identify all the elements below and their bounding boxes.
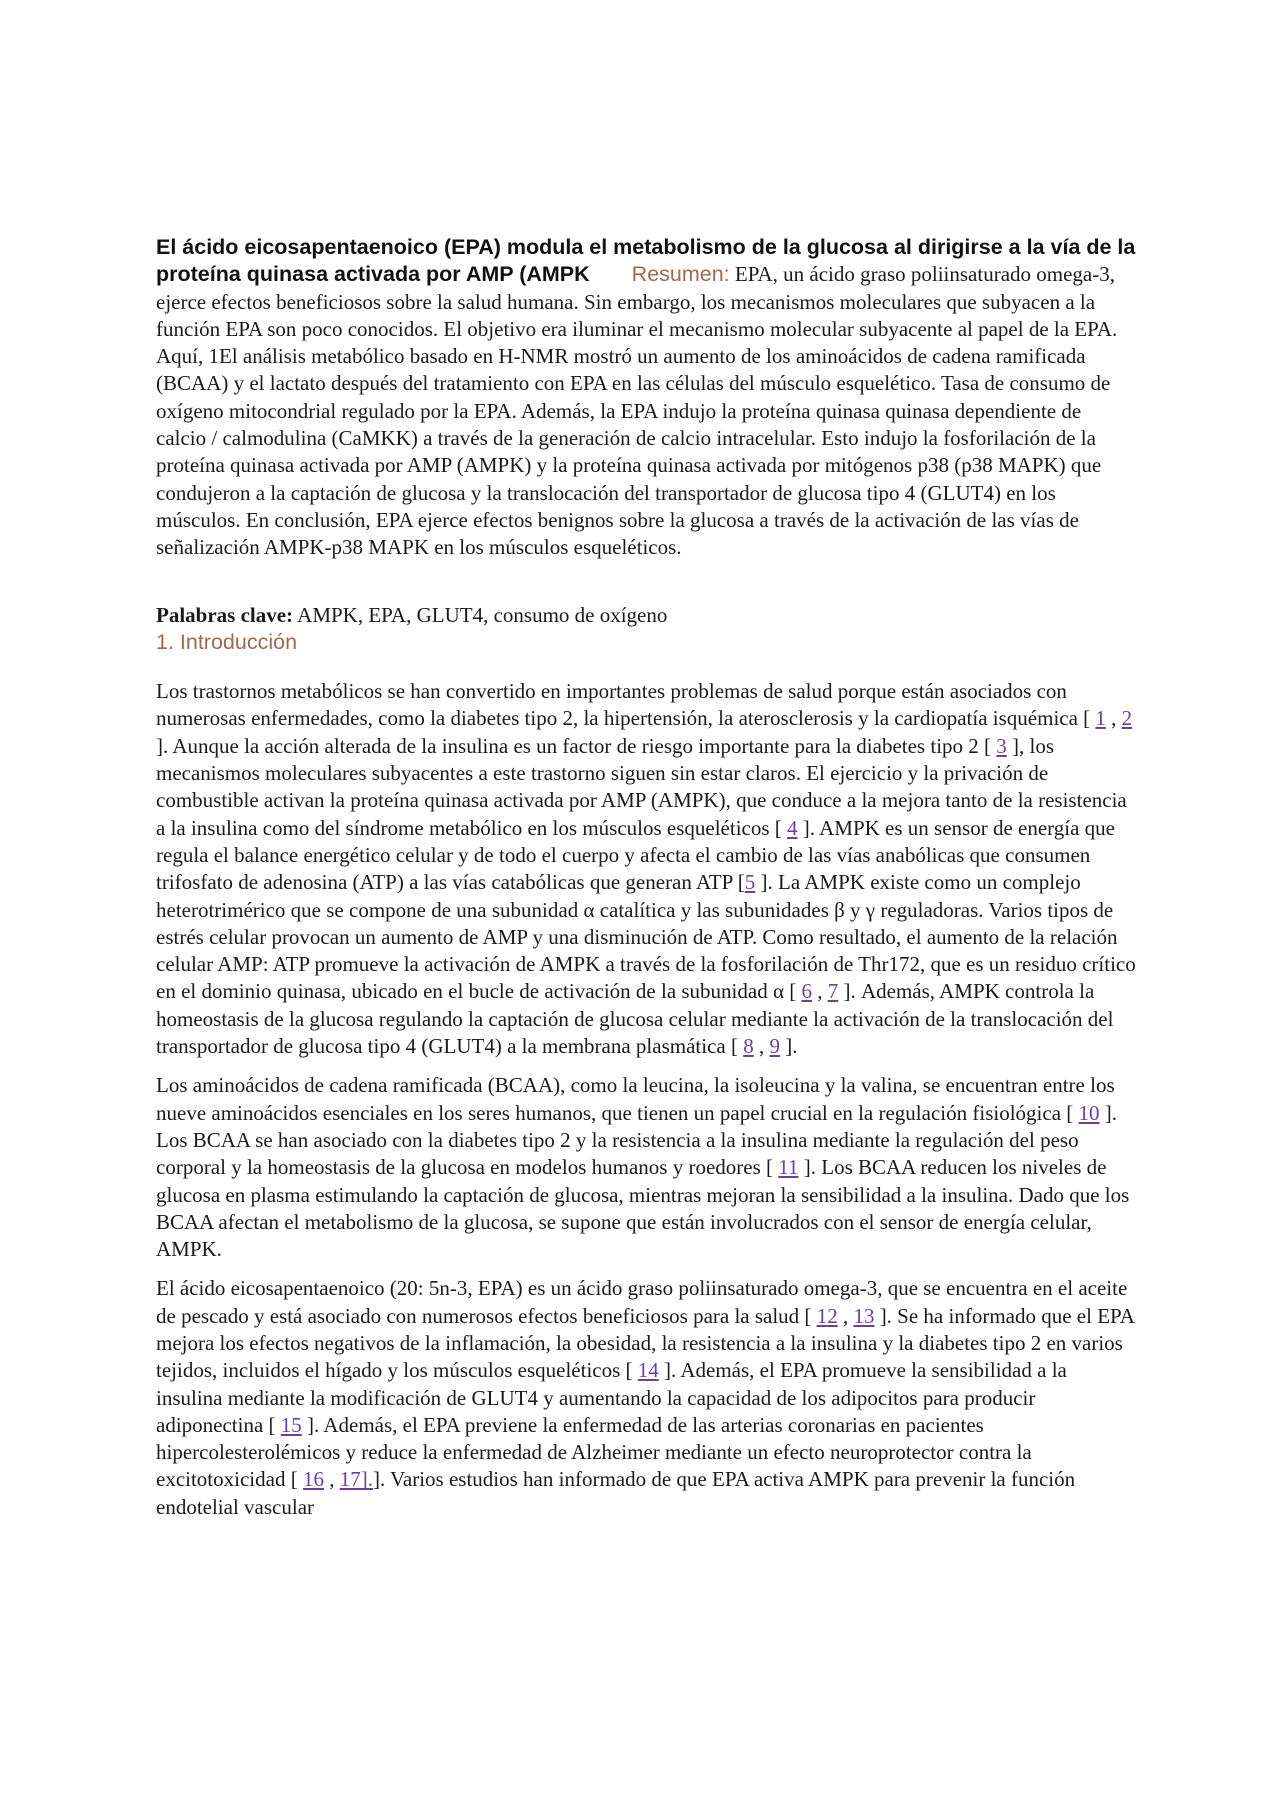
document-page <box>156 234 1136 1533</box>
citation-link[interactable]: 11 <box>778 1155 799 1180</box>
intro-paragraph-3: El ácido eicosapentaenoico (20: 5n-3, EPA) es un ácido graso poliinsaturado omega-3, que se encuentra en el aceite de pescado y está asociado con numerosos efectos beneficiosos para la salud [ 12 , 13 ]. Se ha informado que el EPA mejora los efectos negativos de la inflamación, la obesidad, la resistencia a la insulina y la diabetes tipo 2 en varios tejidos, incluidos el hígado y los músculos esqueléticos [ 14 ]. Además, el EPA promueve la sensibilidad a la insulina mediante la modificación de GLUT4 y aumentando la capacidad de los adipocitos para producir adiponectina [ 15 ]. Además, el EPA previene la enfermedad de las arterias coronarias en pacientes hipercolesterolémicos y reduce la enfermedad de Alzheimer mediante un efecto neuroprotector contra la excitotoxicidad [ 16 , 17].]. Varios estudios han informado de que EPA activa AMPK para prevenir la función endotelial vascular <box>156 1276 1134 1519</box>
abstract-label: Resumen: <box>631 262 730 287</box>
citation-link[interactable]: 9 <box>769 1034 780 1059</box>
keywords-label: Palabras clave: <box>156 602 294 627</box>
citation-link[interactable]: 6 <box>801 979 812 1004</box>
article-title: El ácido eicosapentaenoico (EPA) modula el metabolismo de la glucosa al dirigirse a la vía de la proteína quinasa activada por AMP (AMPK <box>156 235 1136 287</box>
citation-link[interactable]: 16 <box>302 1467 324 1492</box>
citation-link[interactable]: 3 <box>996 733 1007 758</box>
citation-link[interactable]: 7 <box>827 979 839 1004</box>
abstract-block <box>156 234 1136 562</box>
citation-link[interactable]: 13 <box>853 1303 875 1328</box>
keywords-list: AMPK, EPA, GLUT4, consumo de oxígeno <box>297 602 668 627</box>
citation-link[interactable]: 1 <box>1095 706 1106 731</box>
citation-link[interactable]: 5 <box>744 870 756 895</box>
intro-paragraph-2: Los aminoácidos de cadena ramificada (BCAA), como la leucina, la isoleucina y la valina, se encuentran entre los nueve aminoácidos esenciales en los seres humanos, que tienen un papel crucial en la regulación fisiológica [ 10 ]. Los BCAA se han asociado con la diabetes tipo 2 y la resistencia a la insulina mediante la regulación del peso corporal y la homeostasis de la glucosa en modelos humanos y roedores [ 11 ]. Los BCAA reducen los niveles de glucosa en plasma estimulando la captación de glucosa, mientras mejoran la sensibilidad a la insulina. Dado que los BCAA afectan el metabolismo de la glucosa, se supone que están involucrados con el sensor de energía celular, AMPK. <box>156 1073 1130 1262</box>
citation-link[interactable]: 17]. <box>339 1467 373 1492</box>
citation-link[interactable]: 4 <box>787 815 798 840</box>
keywords-line <box>156 602 1136 629</box>
section-heading-introduccion: 1. Introducción <box>156 629 298 654</box>
citation-link[interactable]: 10 <box>1078 1100 1100 1125</box>
citation-link[interactable]: 8 <box>743 1034 754 1059</box>
intro-paragraph-1: Los trastornos metabólicos se han convertido en importantes problemas de salud porque están asociados con numerosas enfermedades, como la diabetes tipo 2, la hipertensión, la aterosclerosis y la cardiopatía isquémica [ 1 , 2 ]. Aunque la acción alterada de la insulina es un factor de riesgo importante para la diabetes tipo 2 [ 3 ], los mecanismos moleculares subyacentes a este trastorno siguen sin estar claros. El ejercicio y la privación de combustible activan la proteína quinasa activada por AMP (AMPK), que conduce a la mejora tanto de la resistencia a la insulina como del síndrome metabólico en los músculos esqueléticos [ 4 ]. AMPK es un sensor de energía que regula el balance energético celular y de todo el cuerpo y afecta el cambio de las vías anabólicas que consumen trifosfato de adenosina (ATP) a las vías catabólicas que generan ATP [5 ]. La AMPK existe como un complejo heterotrimérico que se compone de una subunidad α catalítica y las subunidades β y γ reguladoras. Varios tipos de estrés celular provocan un aumento de AMP y una disminución de ATP. Como resultado, el aumento de la relación celular AMP: ATP promueve la activación de AMPK a través de la fosforilación de Thr172, que es un residuo crítico en el dominio quinasa, ubicado en el bucle de activación de la subunidad α [ 6 , 7 ]. Además, AMPK controla la homeostasis de la glucosa regulando la captación de glucosa celular mediante la activación de la translocación del transportador de glucosa tipo 4 (GLUT4) a la membrana plasmática [ 8 , 9 ]. <box>156 679 1136 1059</box>
abstract-text: EPA, un ácido graso poliinsaturado omega-3, ejerce efectos beneficiosos sobre la salud humana. Sin embargo, los mecanismos moleculares que subyacen a la función EPA son poco conocidos. El objetivo era iluminar el mecanismo molecular subyacente al papel de la EPA. Aquí, 1El análisis metabólico basado en H-NMR mostró un aumento de los aminoácidos de cadena ramificada (BCAA) y el lactato después del tratamiento con EPA en las células del músculo esquelético. Tasa de consumo de oxígeno mitocondrial regulado por la EPA. Además, la EPA indujo la proteína quinasa quinasa dependiente de calcio / calmodulina (CaMKK) a través de la generación de calcio intracelular. Esto indujo la fosforilación de la proteína quinasa activada por AMP (AMPK) y la proteína quinasa activada por mitógenos p38 (p38 MAPK) que condujeron a la captación de glucosa y la translocación del transportador de glucosa tipo 4 (GLUT4) en los músculos. En conclusión, EPA ejerce efectos benignos sobre la glucosa a través de la activación de las vías de señalización AMPK-p38 MAPK en los músculos esqueléticos. <box>156 262 1118 560</box>
citation-link[interactable]: 12 <box>816 1303 838 1328</box>
citation-link[interactable]: 2 <box>1121 706 1133 731</box>
citation-link[interactable]: 14 <box>637 1358 659 1383</box>
citation-link[interactable]: 15 <box>280 1412 302 1437</box>
